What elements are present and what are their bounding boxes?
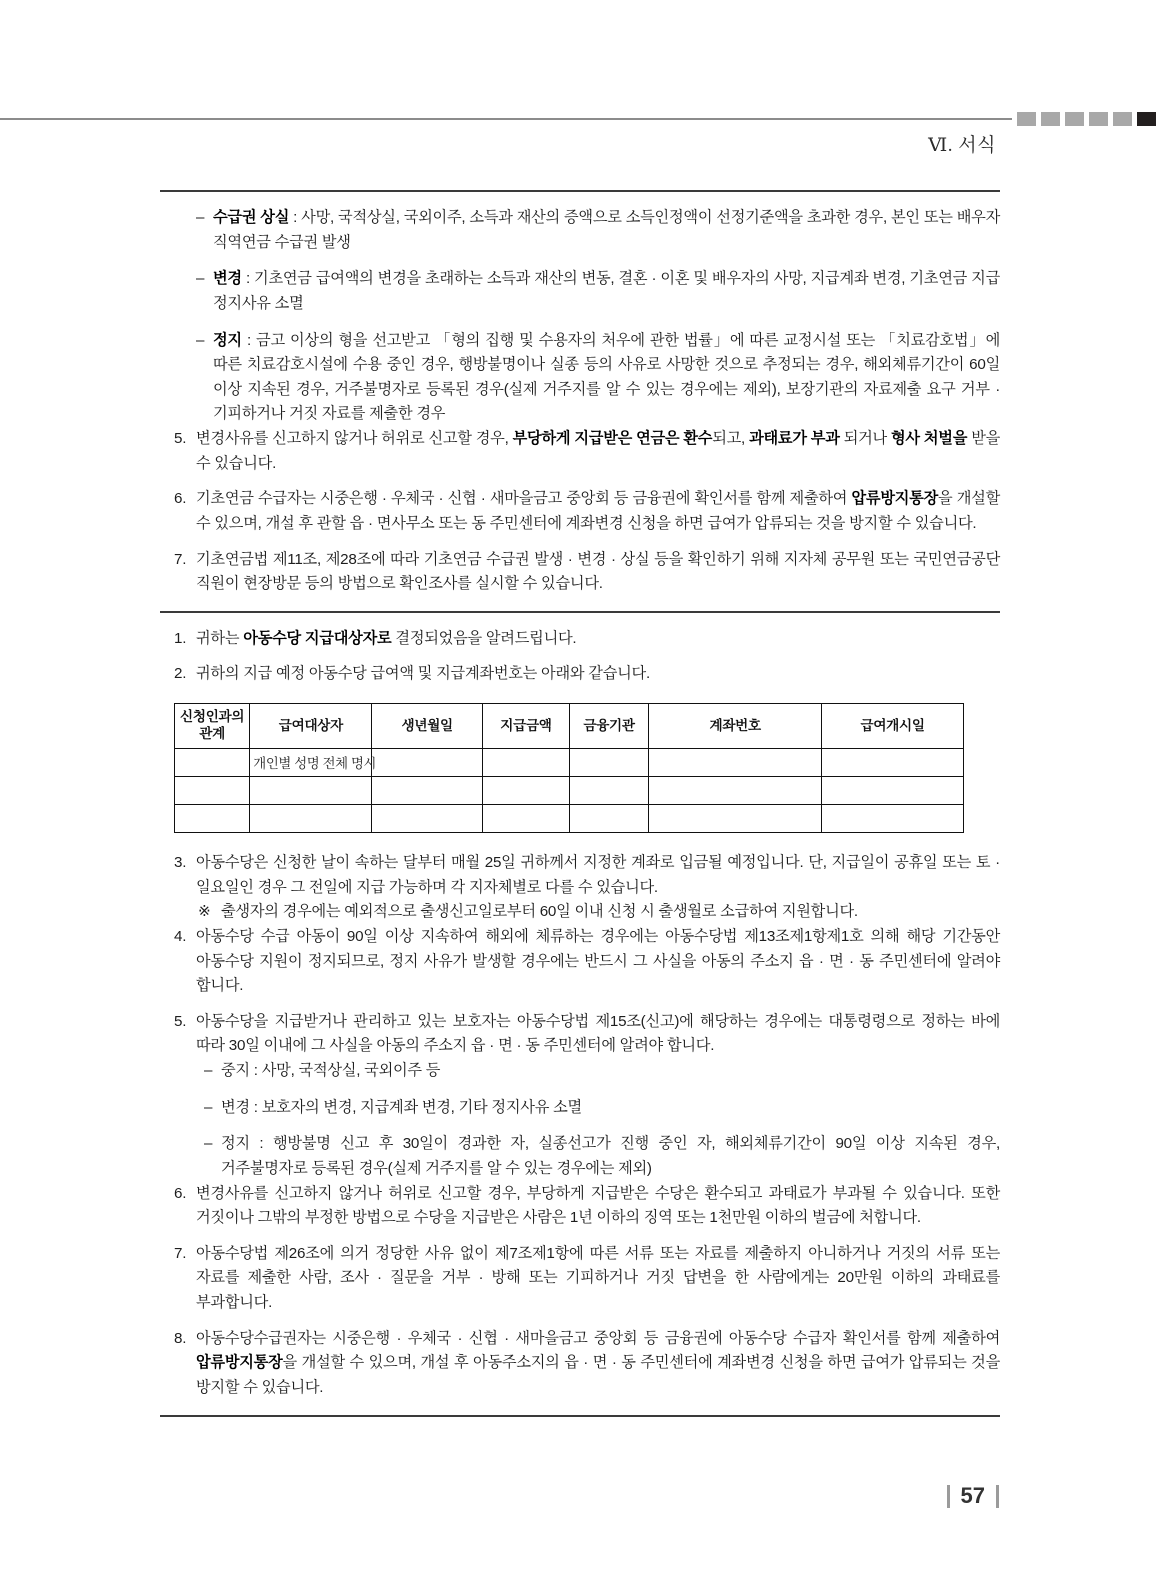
allowance-item-4 [160,925,1000,999]
allowance-sub-bullet-1 [160,1059,1000,1084]
header-rule [0,118,1012,120]
list-text [213,206,1000,255]
emphasis-text: 과태료가 부과 [749,430,840,447]
header-square-4 [1089,112,1108,126]
list-marker: 3. [174,854,187,871]
allowance-item-7 [160,1242,1000,1316]
plain-text: 을 개설할 수 있으며, 개설 후 아동주소지의 읍 · 면 · 동 주민센터에 계좌변경 신청을 하면 급여가 압류되는 것을 방지할 수 있습니다. [196,1354,1000,1396]
list-marker: 7. [174,1244,187,1262]
list-marker: ※ [198,903,211,921]
chapter-title: Ⅵ. 서식 [928,135,996,156]
pension-item-6 [160,487,1000,536]
table-cell[interactable] [482,805,569,833]
allowance-item-6 [160,1182,1000,1231]
allowance-item-5 [160,1010,1000,1059]
list-marker: – [204,1135,213,1153]
table-cell[interactable] [372,777,482,805]
payment-table-body [175,749,964,833]
list-marker: 5. [174,1012,187,1030]
table-cell[interactable] [250,749,377,777]
allowance-note [160,900,1000,925]
allowance-sub-bullet-list [160,1059,1000,1182]
emphasis-text: 부당하게 지급받은 연금은 환수 [512,430,713,447]
plain-text: 을 개설할 수 있으며, 개설 후 관할 읍 · 면사무소 또는 동 주민센터에 계좌변경 신청을 하면 급여가 압류되는 것을 방지할 수 있습니다. [196,490,1000,532]
plain-text: 되거나 [839,430,891,447]
table-cell[interactable] [372,749,482,777]
allowance-item-8 [160,1327,1000,1401]
allowance-items-6-8 [160,1182,1000,1401]
header-decoration [0,112,1156,126]
list-text [196,427,1000,476]
allowance-exception-note [160,900,1000,925]
page-footer [0,1483,1156,1509]
list-text [196,662,1000,687]
list-text [221,1132,1000,1181]
list-text [213,267,1000,316]
table-header-row [175,704,964,749]
plain-text: 결정되었음을 알려드립니다. [391,629,577,647]
payment-table-wrapper [174,703,964,833]
list-marker: 7. [174,550,187,568]
list-marker: 1. [174,629,187,647]
table-cell[interactable] [175,777,250,805]
emphasis-text: 형사 처벌을 [891,430,968,447]
page-number: 57 [960,1483,985,1508]
table-header-cell: 급여대상자 [250,704,372,749]
header-square-6 [1137,112,1156,126]
emphasis-text: 압류방지통장 [851,490,939,508]
sub-bullet-text: 중지 : 사망, 국적상실, 국외이주 등 [221,1062,441,1079]
pension-item-7 [160,548,1000,597]
allowance-sub-bullet-2 [160,1096,1000,1121]
list-text [196,851,1000,900]
list-marker: 6. [174,490,187,508]
list-text [196,627,1000,652]
allowance-top-list [160,627,1000,687]
table-header-cell: 생년월일 [372,704,482,749]
list-text [221,900,1000,925]
table-row [175,749,964,777]
plain-text: 귀하는 [196,629,244,647]
list-marker: – [196,270,205,288]
list-text [196,487,1000,536]
table-cell[interactable] [649,777,822,805]
page-content [160,190,1000,1417]
table-header-cell: 급여개시일 [822,704,964,749]
list-marker: 2. [174,665,187,683]
plain-text: 귀하의 지급 예정 아동수당 급여액 및 지급계좌번호는 아래와 같습니다. [196,665,650,683]
table-cell[interactable] [482,749,569,777]
allowance-item-1 [160,627,1000,652]
plain-text: 받을 수 있습니다. [196,430,1001,472]
folio-bar-left [947,1485,950,1508]
table-cell[interactable] [649,805,822,833]
allowance-item-3 [160,851,1000,900]
list-marker: – [204,1062,213,1079]
list-marker: 8. [174,1329,187,1347]
list-text [196,1327,1000,1401]
payment-table-head [175,704,964,749]
plain-text: 아동수당수급권자는 시중은행 · 우체국 · 신협 · 새마을금고 중앙회 등 금융권에 아동수당 수급자 확인서를 함께 제출하여 [196,1329,1000,1347]
plain-text: 기초연금 수급자는 시중은행 · 우체국 · 신협 · 새마을금고 중앙회 등 금융권에 확인서를 함께 제출하여 [196,490,852,508]
table-cell[interactable] [175,805,250,833]
list-marker: 5. [174,430,187,447]
list-marker: 6. [174,1184,187,1202]
list-text [221,1059,1000,1084]
bullet-lead-label: 정지 [213,331,242,349]
folio-bar-right [996,1485,999,1508]
bullet-lead-label: 수급권 상실 [213,209,290,226]
bullet-body-text: : 금고 이상의 형을 선고받고 「형의 집행 및 수용자의 처우에 관한 법률」에 따른 교정시설 또는 「치료감호법」에 따른 치료감호시설에 수용 중인 경우, 행방불명이나 실종 등의 사유로 사망한 것으로 추정되는 경우, 해외체류기간이 60일 이상 지속된 경우, 거주불명자로 등록된 경우(실제 거주지를 알 수 있는 경우에는 제외), 보장기관의 자료제출 요구 거부 · 기피하거나 거짓 자료를 제출한 경우 [213,331,1000,423]
allowance-item-2 [160,662,1000,687]
plain-text: 아동수당은 신청한 날이 속하는 달부터 매월 25일 귀하께서 지정한 계좌로 입금될 예정입니다. 단, 지급일이 공휴일 또는 토 · 일요일인 경우 그 전일에 지급 가능하며 각 지자체별로 다를 수 있습니다. [196,854,1000,896]
table-cell-text: 개인별 성명 전체 명시 [253,756,377,771]
pension-bullet-3 [160,329,1000,428]
pension-item-5 [160,427,1000,476]
list-text [196,925,1000,999]
list-marker: – [196,331,205,349]
pension-bullet-2 [160,267,1000,316]
table-cell[interactable] [250,805,372,833]
section-allowance [160,627,1000,1401]
table-cell[interactable] [569,749,648,777]
table-cell[interactable] [649,749,822,777]
plain-text: 변경사유를 신고하지 않거나 허위로 신고할 경우, 부당하게 지급받은 수당은 환수되고 과태료가 부과될 수 있습니다. 또한 거짓이나 그밖의 부정한 방법으로 수당을 지급받은 사람은 1년 이하의 징역 또는 1천만원 이하의 벌금에 처합니다. [196,1184,1000,1227]
bullet-lead-label: 변경 [213,270,242,288]
plain-text: 아동수당을 지급받거나 관리하고 있는 보호자는 아동수당법 제15조(신고)에 해당하는 경우에는 대통령령으로 정하는 바에 따라 30일 이내에 그 사실을 아동의 주소지 읍 · 면 · 동 주민센터에 알려야 합니다. [196,1012,1000,1055]
allowance-item-3 [160,851,1000,900]
list-text [196,1182,1000,1231]
plain-text: 변경사유를 신고하지 않거나 허위로 신고할 경우, [196,430,513,447]
table-cell[interactable] [569,777,648,805]
bullet-body-text: : 사망, 국적상실, 국외이주, 소득과 재산의 증액으로 소득인정액이 선정기준액을 초과한 경우, 본인 또는 배우자 직역연금 수급권 발생 [213,209,1000,251]
table-header-cell: 신청인과의 관계 [175,704,250,749]
table-header-cell: 지급금액 [482,704,569,749]
list-text [196,548,1000,597]
header-square-2 [1041,112,1060,126]
list-text [196,1010,1000,1059]
table-header-cell: 금융기관 [569,704,648,749]
list-text [221,1096,1000,1121]
header-square-5 [1113,112,1132,126]
list-marker: 4. [174,927,187,945]
payment-table [174,703,964,833]
bullet-body-text: : 기초연금 급여액의 변경을 초래하는 소득과 재산의 변동, 결혼 · 이혼 및 배우자의 사망, 지급계좌 변경, 기초연금 지급 정지사유 소멸 [213,270,1000,312]
section-pension [160,206,1000,597]
header-square-1 [1017,112,1036,126]
table-cell[interactable] [822,749,964,777]
section-divider [160,611,1000,613]
emphasis-text: 아동수당 지급대상자로 [243,629,392,647]
plain-text: 아동수당 수급 아동이 90일 이상 지속하여 해외에 체류하는 경우에는 아동수당법 제13조제1항제1호 의해 해당 기간동안 아동수당 지원이 정지되므로, 정지 사유가 발생할 경우에는 반드시 그 사실을 아동의 주소지 읍 · 면 · 동 주민센터에 알려야 합니다. [196,927,1000,995]
pension-numbered-list [160,427,1000,597]
page-header [0,0,1156,170]
list-marker: – [204,1098,213,1116]
table-cell[interactable] [822,777,964,805]
allowance-items-4-5 [160,925,1000,1059]
plain-text: 아동수당법 제26조에 의거 정당한 사유 없이 제7조제1항에 따른 서류 또는 자료를 제출하지 아니하거나 거짓의 서류 또는 자료를 제출한 사람, 조사 · 질문을 거부 · 방해 또는 기피하거나 거짓 답변을 한 사람에게는 20만원 이하의 과태료를 부과합니다. [196,1244,1000,1311]
table-cell[interactable] [482,777,569,805]
table-cell[interactable] [175,749,250,777]
plain-text: 되고, [712,430,750,447]
pension-bullet-list [160,206,1000,427]
table-row [175,777,964,805]
folio [947,1483,999,1509]
emphasis-text: 압류방지통장 [196,1354,283,1372]
sub-bullet-text: 정지 : 행방불명 신고 후 30일이 경과한 자, 실종선고가 진행 중인 자, 해외체류기간이 90일 이상 지속된 경우, 거주불명자로 등록된 경우(실제 거주지를 알 수 있는 경우에는 제외) [221,1135,1000,1177]
note-text: 출생자의 경우에는 예외적으로 출생신고일로부터 60일 이내 신청 시 출생월로 소급하여 지원합니다. [221,903,858,921]
list-marker: – [196,209,205,226]
table-cell[interactable] [250,777,372,805]
plain-text: 기초연금법 제11조, 제28조에 따라 기초연금 수급권 발생 · 변경 · 상실 등을 확인하기 위해 지자체 공무원 또는 국민연금공단 직원이 현장방문 등의 방법으로 확인조사를 실시할 수 있습니다. [196,550,1000,593]
table-row [175,805,964,833]
table-cell[interactable] [569,805,648,833]
pension-bullet-1 [160,206,1000,255]
list-text [196,1242,1000,1316]
allowance-sub-bullet-3 [160,1132,1000,1181]
sub-bullet-text: 변경 : 보호자의 변경, 지급계좌 변경, 기타 정지사유 소멸 [221,1098,582,1116]
list-text [213,329,1000,428]
table-cell[interactable] [822,805,964,833]
header-square-3 [1065,112,1084,126]
table-header-cell: 계좌번호 [649,704,822,749]
table-cell[interactable] [372,805,482,833]
